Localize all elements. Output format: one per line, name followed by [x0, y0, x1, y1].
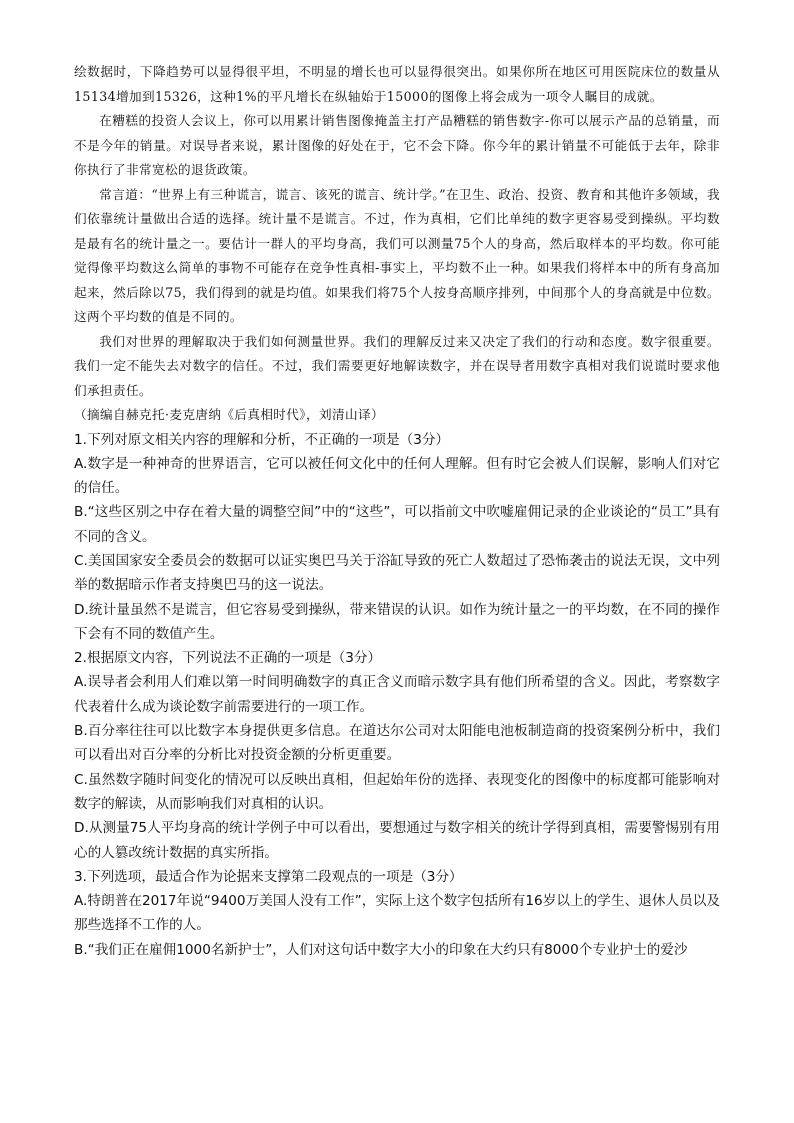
- answer-option-a: A.数字是一种神奇的世界语言，它可以被任何文化中的任何人理解。但有时它会被人们误解，影响人们对它的信任。: [74, 455, 720, 497]
- answer-option-b: B.百分率往往可以比数字本身提供更多信息。在道达尔公司对太阳能电池板制造商的投资案例分析中，我们可以看出对百分率的分析比对投资金额的分析更重要。: [74, 723, 720, 764]
- question-list: [74, 428, 720, 963]
- question-stem: 1.下列对原文相关内容的理解和分析，不正确的一项是（3分）: [74, 431, 450, 448]
- reading-passage: [74, 60, 720, 428]
- answer-option-d: D.从测量75人平均身高的统计学例子中可以看出，要想通过与数字相关的统计学得到真相，需要警惕别有用心的人篡改统计数据的真实所指。: [74, 820, 720, 861]
- passage-citation: （摘编自赫克托·麦克唐纳《后真相时代》，刘清山译）: [74, 407, 384, 422]
- exam-page: [74, 60, 720, 962]
- question-stem: 2.根据原文内容，下列说法不正确的一项是（3分）: [74, 650, 382, 667]
- answer-option-a: A.特朗普在2017年说“9400万美国人没有工作”，实际上这个数字包括所有16岁以上的学生、退休人员以及那些选择不工作的人。: [74, 893, 720, 934]
- question-stem: 3.下列选项，最适合作为论据来支撑第二段观点的一项是（3分）: [74, 868, 463, 885]
- question-1: [74, 428, 720, 647]
- question-2: [74, 646, 720, 865]
- passage-paragraph: 在糟糕的投资人会议上，你可以用累计销售图像掩盖主打产品糟糕的销售数字-你可以展示产品的总销量，而不是今年的销量。对误导者来说，累计图像的好处在于，它不会下降。你今年的累计销量不可能低于去年，除非你执行了非常宽松的退货政策。: [74, 113, 720, 177]
- answer-option-c: C.美国国家安全委员会的数据可以证实奥巴马关于浴缸导致的死亡人数超过了恐怖袭击的说法无误，文中列举的数据暗示作者支持奥巴马的这一说法。: [74, 552, 720, 594]
- passage-paragraph: 绘数据时，下降趋势可以显得很平坦，不明显的增长也可以显得很突出。如果你所在地区可用医院床位的数量从15134增加到15326，这种1%的平凡增长在纵轴始于15000的图像上将会成为一项令人瞩目的成就。: [74, 64, 720, 104]
- answer-option-b: B.“这些区别之中存在着大量的调整空间”中的“这些”，可以指前文中吹嘘雇佣记录的企业谈论的“员工”具有不同的含义。: [74, 504, 720, 545]
- answer-option-c: C.虽然数字随时间变化的情况可以反映出真相，但起始年份的选择、表现变化的图像中的标度都可能影响对数字的解读，从而影响我们对真相的认识。: [74, 771, 720, 812]
- answer-option-d: D.统计量虽然不是谎言，但它容易受到操纵，带来错误的认识。如作为统计量之一的平均数，在不同的操作下会有不同的数值产生。: [74, 601, 720, 642]
- passage-paragraph: 我们对世界的理解取决于我们如何测量世界。我们的理解反过来又决定了我们的行动和态度。数字很重要。我们一定不能失去对数字的信任。不过，我们需要更好地解读数字，并在误导者用数字真相对我们说谎时要求他们承担责任。: [74, 333, 720, 398]
- answer-option-a: A.误导者会利用人们难以第一时间明确数字的真正含义而暗示数字具有他们所希望的含义。因此，考察数字代表着什么成为谈论数字前需要进行的一项工作。: [74, 674, 720, 715]
- passage-paragraph: 常言道：“世界上有三种谎言，谎言、该死的谎言、统计学。”在卫生、政治、投资、教育和其他许多领域，我们依靠统计量做出合适的选择。统计量不是谎言。不过，作为真相，它们比单纯的数字更容易受到操纵。平均数是最有名的统计量之一。要估计一群人的平均身高，我们可以测量75个人的身高，然后取样本的平均数。你可能觉得像平均数这么简单的事物不可能存在竞争性真相-事实上，平均数不止一种。如果我们将样本中的所有身高加起来，然后除以75，我们得到的就是均值。如果我们将75个人按身高顺序排列，中间那个人的身高就是中位数。这两个平均数的值是不同的。: [74, 186, 720, 324]
- question-3: [74, 865, 720, 962]
- answer-option-b: B.“我们正在雇佣1000名新护士”，人们对这句话中数字大小的印象在大约只有8000个专业护士的爱沙: [74, 941, 688, 958]
